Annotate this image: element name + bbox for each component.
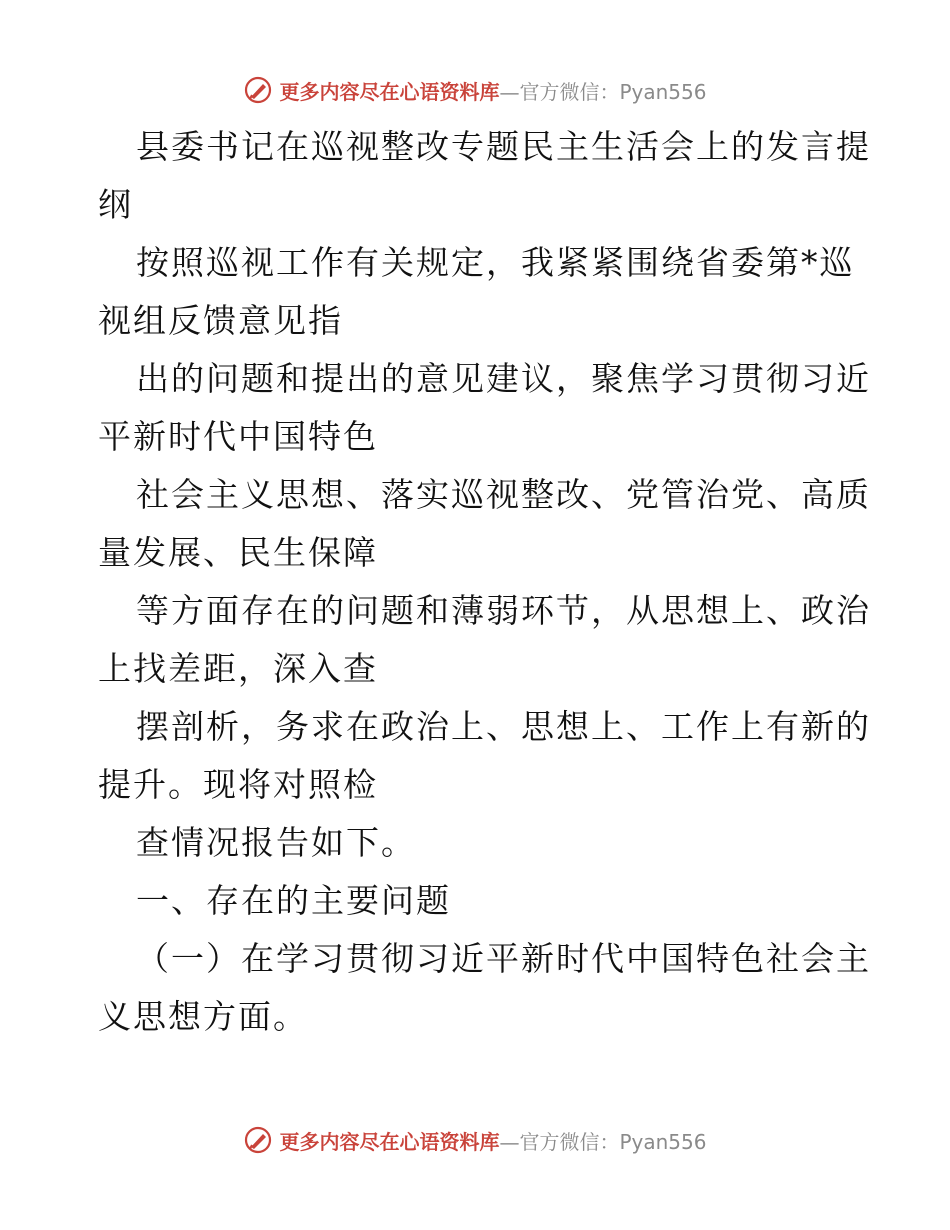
- paragraph-1-line-1: 按照巡视工作有关规定，我紧紧围绕省委第*巡: [136, 243, 855, 282]
- watermark-contact: 官方微信：Pyan556: [519, 1129, 707, 1154]
- document-title-line-2: 纲: [98, 185, 133, 224]
- watermark-separator: —: [499, 1129, 520, 1154]
- watermark-separator: —: [499, 79, 520, 104]
- document-title-line-1: 县委书记在巡视整改专题民主生活会上的发言提: [136, 127, 871, 166]
- quill-pen-logo-icon: [243, 75, 273, 105]
- paragraph-6-line-1: 查情况报告如下。: [136, 823, 416, 862]
- section-heading-1: 一、存在的主要问题: [136, 881, 451, 920]
- footer-watermark: [0, 1120, 950, 1160]
- watermark-brand: 更多内容尽在心语资料库: [279, 1129, 500, 1154]
- paragraph-3-line-2: 量发展、民生保障: [98, 533, 378, 572]
- quill-pen-logo-icon: [243, 1125, 273, 1155]
- subsection-heading-1-line-2: 义思想方面。: [98, 997, 308, 1036]
- paragraph-4-line-2: 上找差距，深入查: [98, 649, 378, 688]
- watermark-text: [279, 76, 706, 105]
- header-watermark: [0, 70, 950, 110]
- watermark-text: [279, 1126, 706, 1155]
- paragraph-1-line-2: 视组反馈意见指: [98, 301, 343, 340]
- document-body: [98, 118, 871, 1046]
- paragraph-3-line-1: 社会主义思想、落实巡视整改、党管治党、高质: [136, 475, 871, 514]
- paragraph-5-line-2: 提升。现将对照检: [98, 765, 378, 804]
- subsection-heading-1-line-1: （一）在学习贯彻习近平新时代中国特色社会主: [136, 939, 871, 978]
- watermark-brand: 更多内容尽在心语资料库: [279, 79, 500, 104]
- watermark-contact: 官方微信：Pyan556: [519, 79, 707, 104]
- paragraph-5-line-1: 摆剖析，务求在政治上、思想上、工作上有新的: [136, 707, 871, 746]
- paragraph-2-line-1: 出的问题和提出的意见建议，聚焦学习贯彻习近: [136, 359, 871, 398]
- paragraph-4-line-1: 等方面存在的问题和薄弱环节，从思想上、政治: [136, 591, 871, 630]
- paragraph-2-line-2: 平新时代中国特色: [98, 417, 378, 456]
